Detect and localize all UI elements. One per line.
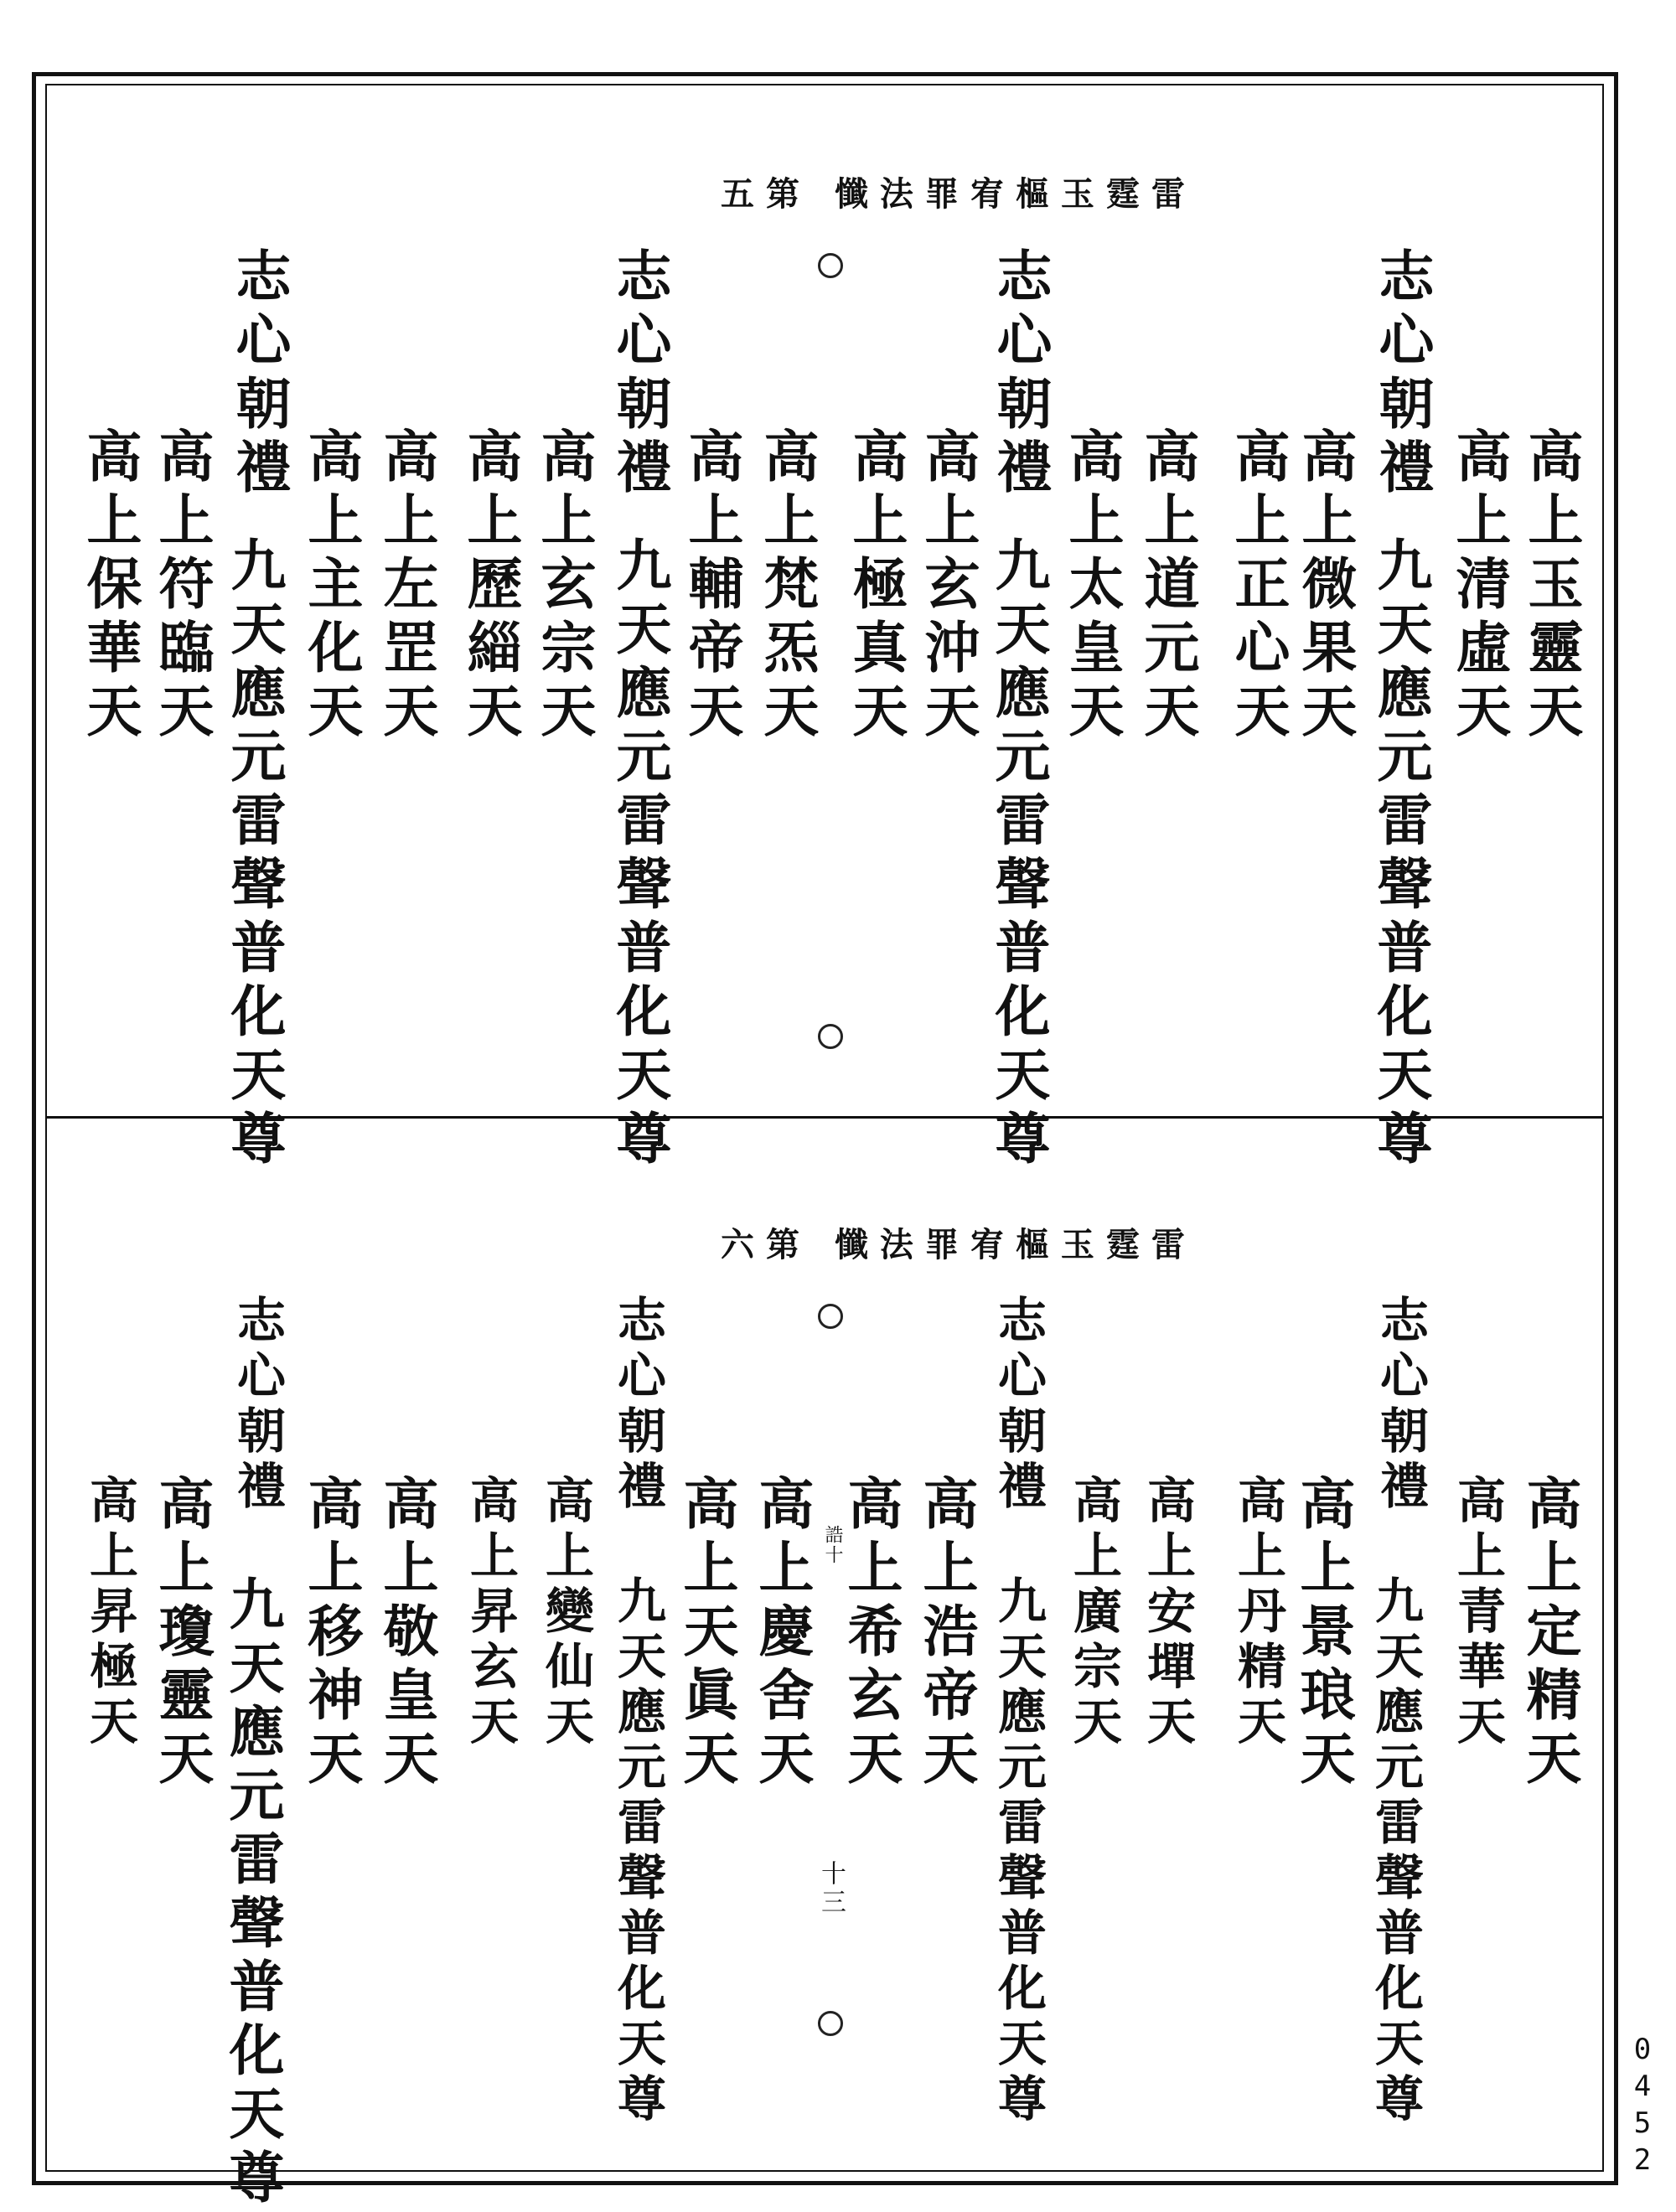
page-number (1626, 2031, 1659, 2178)
top-col-14: 高上輔帝天 (679, 427, 744, 746)
top-col-4: 高上微果天 (1292, 427, 1358, 746)
bottom-col-12: 高上希玄天 (838, 1475, 903, 1793)
bottom-col-15: 志心朝禮 (609, 1295, 666, 1516)
top-col-8: 高上太皇天 (1059, 427, 1125, 746)
bottom-binding-hole-lower (818, 2011, 843, 2036)
top-col-21: 志心朝禮 (226, 247, 292, 502)
top-col-20: 高上主化天 (298, 427, 364, 746)
top-col-2: 高上清虛天 (1446, 427, 1512, 746)
bottom-col-16: 九天應元雷聲普化天尊 (609, 1575, 666, 2128)
bottom-binding-hole-upper (818, 1304, 843, 1329)
bottom-col-1: 高上定精天 (1517, 1475, 1582, 1793)
top-col-16: 九天應元雷聲普化天尊 (607, 536, 672, 1173)
top-col-15: 志心朝禮 (607, 247, 672, 502)
bottom-col-20: 高上移神天 (298, 1475, 364, 1793)
bottom-col-3: 志心朝禮 (1372, 1295, 1429, 1516)
top-col-22: 九天應元雷聲普化天尊 (221, 536, 287, 1173)
top-col-10: 高上玄沖天 (915, 427, 980, 746)
top-col-24: 高上保華天 (77, 427, 142, 746)
page-number-text: 0452 (1633, 2033, 1652, 2177)
top-binding-hole-upper (818, 253, 843, 278)
bottom-col-2: 高上青華天 (1449, 1475, 1506, 1751)
top-col-12: 高上極真天 (843, 427, 908, 746)
fold-number: 十三 (816, 1860, 846, 1917)
top-col-13: 高上梵炁天 (754, 427, 820, 746)
top-col-5: 九天應元雷聲普化天尊 (1368, 536, 1433, 1173)
bottom-col-17: 高上變仙天 (537, 1475, 594, 1751)
bottom-col-22: 九天應元雷聲普化天尊 (220, 1575, 285, 2212)
bottom-col-7: 高上安墠天 (1139, 1475, 1196, 1751)
bottom-col-14: 高上天眞天 (674, 1475, 739, 1793)
top-col-19: 高上左罡天 (374, 427, 439, 746)
top-col-7: 高上道元天 (1135, 427, 1200, 746)
top-col-11: 九天應元雷聲普化天尊 (985, 536, 1051, 1173)
top-col-1: 高上玉靈天 (1518, 427, 1584, 746)
bottom-col-18: 高上昇玄天 (462, 1475, 519, 1751)
bottom-col-4: 高上景琅天 (1291, 1475, 1356, 1793)
bottom-col-21: 志心朝禮 (229, 1295, 286, 1516)
bottom-col-24: 高上昇極天 (81, 1475, 138, 1751)
top-col-23: 高上符臨天 (149, 427, 215, 746)
bottom-col-10: 高上浩帝天 (913, 1475, 979, 1793)
bottom-col-23: 高上瓊靈天 (149, 1475, 215, 1793)
bottom-col-5: 九天應元雷聲普化天尊 (1367, 1575, 1424, 2128)
top-col-6: 高上正心天 (1225, 427, 1291, 746)
top-col-17: 高上玄宗天 (531, 427, 597, 746)
bottom-col-8: 高上廣宗天 (1065, 1475, 1122, 1751)
bottom-col-13: 高上慶舍天 (749, 1475, 815, 1793)
top-col-9: 志心朝禮 (987, 247, 1053, 502)
top-header: 雷霆玉樞宥罪法懺 第五 (721, 174, 1197, 214)
bottom-col-11: 九天應元雷聲普化天尊 (990, 1575, 1047, 2128)
margin-note: 誥十 (822, 1525, 843, 1565)
top-col-18: 高上歷緇天 (458, 427, 523, 746)
bottom-col-9: 志心朝禮 (990, 1295, 1047, 1516)
top-col-3: 志心朝禮 (1369, 247, 1435, 502)
bottom-col-6: 高上丹精天 (1229, 1475, 1286, 1751)
bottom-col-19: 高上敬皇天 (374, 1475, 439, 1793)
top-binding-hole-lower (818, 1024, 843, 1049)
bottom-header: 雷霆玉樞宥罪法懺 第六 (721, 1225, 1197, 1264)
